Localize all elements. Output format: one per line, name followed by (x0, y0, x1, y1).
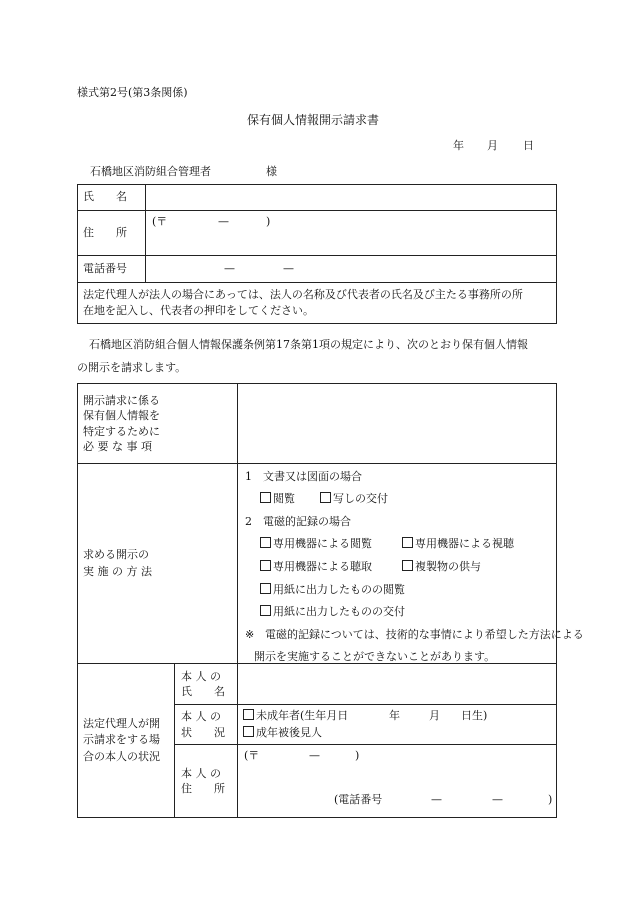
person-name-label: 本 人 の 氏 名 (175, 664, 238, 705)
checkbox[interactable] (320, 492, 331, 503)
name-field[interactable] (146, 185, 557, 211)
addressee-org: 石橋地区消防組合管理者 (90, 165, 211, 178)
checkbox[interactable] (243, 726, 254, 737)
phone-dash-1: — (224, 262, 235, 275)
section2-label: 求める開示の 実 施 の 方 法 (78, 464, 238, 664)
checkbox[interactable] (260, 492, 271, 503)
checkbox[interactable] (260, 560, 271, 571)
opt-copy[interactable]: 写しの交付 (320, 491, 388, 508)
form-number: 様式第2号(第3条関係) (77, 86, 188, 99)
opt-e4[interactable]: 複製物の供与 (402, 559, 481, 576)
applicant-table (77, 184, 557, 324)
opt-e3[interactable]: 専用機器による聴取 (260, 559, 372, 576)
date-day: 日 (523, 139, 534, 152)
person-status-field (238, 705, 557, 745)
person-phone-dash-1: — (431, 793, 442, 806)
person-address-field[interactable] (238, 745, 557, 818)
opt-e1[interactable]: 専用機器による閲覧 (260, 536, 372, 553)
page-title: 保有個人情報開示請求書 (247, 113, 380, 127)
postal-dash: — (218, 215, 229, 228)
method-note-1: 電磁的記録については、技術的な事情により希望した方法による (265, 628, 584, 641)
opt-e5[interactable]: 用紙に出力したものの閲覧 (260, 582, 405, 599)
person-address-label: 本 人 の 住 所 (175, 745, 238, 818)
request-text-2: の開示を請求します。 (77, 361, 187, 374)
person-phone-close: ) (548, 793, 553, 806)
person-name-field[interactable] (238, 664, 557, 705)
date-month: 月 (487, 139, 498, 152)
status-ward[interactable]: 成年被後見人 (243, 725, 322, 742)
person-postal-close: ) (355, 749, 360, 762)
checkbox[interactable] (243, 709, 254, 720)
opt-e6[interactable]: 用紙に出力したものの交付 (260, 604, 405, 621)
representative-note: 法定代理人が法人の場合にあっては、法人の名称及び代表者の氏名及び主たる事務所の所 在地を記入し、代表者の押印をしてください。 (78, 283, 557, 324)
checkbox[interactable] (260, 537, 271, 548)
postal-open: (〒 (152, 215, 168, 228)
method-doc-heading: 1 文書又は図面の場合 (245, 470, 362, 483)
phone-dash-2: — (283, 262, 294, 275)
person-postal-dash: — (309, 749, 320, 762)
minor-year: 年 (389, 709, 400, 722)
minor-day: 日生) (461, 709, 488, 722)
method-electronic-heading: 2 電磁的記録の場合 (245, 515, 351, 528)
checkbox[interactable] (260, 583, 271, 594)
person-postal-open: (〒 (244, 749, 260, 762)
minor-month: 月 (429, 709, 440, 722)
address-label: 住 所 (78, 211, 146, 256)
opt-view[interactable]: 閲覧 (260, 491, 295, 508)
name-label: 氏 名 (78, 185, 146, 211)
phone-label: 電話番号 (78, 256, 146, 283)
section3-label: 法定代理人が開 示請求をする場 合の本人の状況 (78, 664, 175, 818)
person-status-label: 本 人 の 状 況 (175, 705, 238, 745)
person-phone-open: (電話番号 (334, 793, 383, 806)
phone-field[interactable] (146, 256, 557, 283)
checkbox[interactable] (402, 560, 413, 571)
person-phone-dash-2: — (492, 793, 503, 806)
section1-field[interactable] (238, 384, 557, 464)
note-mark: ※ (245, 628, 255, 641)
date-year: 年 (453, 139, 464, 152)
request-detail-table (77, 383, 584, 818)
address-field[interactable] (146, 211, 557, 256)
status-minor[interactable]: 未成年者(生年月日 (243, 708, 348, 725)
checkbox[interactable] (260, 605, 271, 616)
request-text-1: 石橋地区消防組合個人情報保護条例第17条第1項の規定により、次のとおり保有個人情報 (89, 338, 528, 351)
disclosure-methods (238, 464, 584, 664)
opt-e2[interactable]: 専用機器による視聴 (402, 536, 514, 553)
addressee-honorific: 様 (266, 165, 277, 178)
section1-label: 開示請求に係る 保有個人情報を 特定するために 必 要 な 事 項 (78, 384, 238, 464)
method-note-2: 開示を実施することができないことがあります。 (254, 650, 496, 663)
postal-close: ) (266, 215, 271, 228)
checkbox[interactable] (402, 537, 413, 548)
